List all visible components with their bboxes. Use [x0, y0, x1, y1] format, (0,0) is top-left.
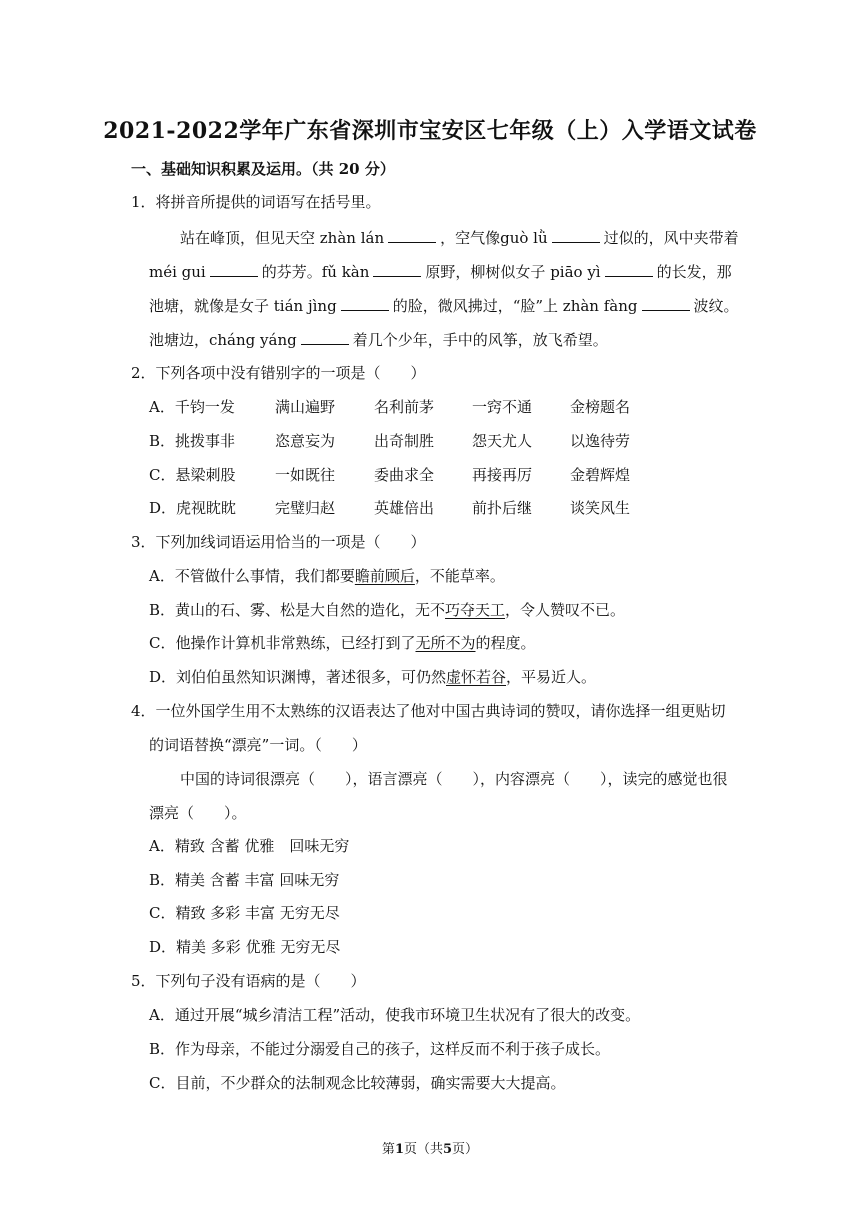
q5-option-c: C．目前，不少群众的法制观念比较薄弱，确实需要大大提高。: [149, 1074, 566, 1092]
q3-option-c: C．他操作计算机非常熟练，已经打到了无所不为的程度。: [149, 634, 536, 652]
underlined-phrase: 无所不为: [415, 634, 476, 652]
section-heading: 一、基础知识积累及运用。（共 20 分）: [131, 160, 395, 178]
q1-line-2: méi gui 的芬芳。fǔ kàn 原野，柳树似女子 piāo yì 的长发，那: [149, 263, 732, 281]
option-word: 谈笑风生: [570, 499, 631, 517]
option-word: 满山遍野: [275, 398, 336, 416]
q5-option-b: B．作为母亲，不能过分溺爱自己的孩子，这样反而不利于孩子成长。: [149, 1040, 611, 1058]
q1-line-4: 池塘边，cháng yáng 着几个少年，手中的风筝，放飞希望。: [149, 331, 608, 349]
q4-passage-2: 漂亮（ ）。: [149, 804, 247, 822]
q4-option-c: C．精致 多彩 丰富 无穷无尽: [149, 904, 340, 922]
underlined-phrase: 虚怀若谷: [446, 668, 507, 686]
option-word: 金榜题名: [570, 398, 631, 416]
q3-option-a: A．不管做什么事情，我们都要瞻前顾后，不能草率。: [149, 567, 505, 585]
q4-option-d: D．精美 多彩 优雅 无穷无尽: [149, 938, 341, 956]
underlined-phrase: 瞻前顾后: [354, 567, 415, 585]
answer-blank[interactable]: [301, 332, 349, 345]
q4-passage-1: 中国的诗词很漂亮（ ），语言漂亮（ ），内容漂亮（ ），读完的感觉也很: [180, 770, 728, 788]
q4-stem-1: 4．一位外国学生用不太熟练的汉语表达了他对中国古典诗词的赞叹，请你选择一组更贴切: [131, 702, 726, 720]
q1-stem: 1．将拼音所提供的词语写在括号里。: [131, 193, 381, 211]
option-word: 名利前茅: [374, 398, 435, 416]
q4-option-b: B．精美 含蓄 丰富 回味无穷: [149, 871, 340, 889]
answer-blank[interactable]: [388, 230, 436, 243]
q5-option-a: A．通过开展“城乡清洁工程”活动，使我市环境卫生状况有了很大的改变。: [149, 1006, 641, 1024]
answer-blank[interactable]: [210, 264, 258, 277]
option-word: 一如既往: [275, 466, 336, 484]
option-word: C．悬梁刺股: [149, 466, 236, 484]
q3-option-b: B．黄山的石、雾、松是大自然的造化，无不巧夺天工，令人赞叹不已。: [149, 601, 626, 619]
q4-stem-2: 的词语替换“漂亮”一词。（ ）: [149, 736, 367, 754]
option-word: 前扑后继: [472, 499, 533, 517]
option-word: 完璧归赵: [275, 499, 336, 517]
page-title: 2021-2022学年广东省深圳市宝安区七年级（上）入学语文试卷: [103, 118, 757, 144]
option-word: 英雄倍出: [374, 499, 435, 517]
option-word: 恣意妄为: [275, 432, 336, 450]
option-word: D．虎视眈眈: [149, 499, 237, 517]
q1-line-1: 站在峰顶，但见天空 zhàn lán ，空气像guò lǜ 过似的，风中夹带着: [180, 229, 739, 247]
answer-blank[interactable]: [605, 264, 653, 277]
option-word: 再接再厉: [472, 466, 533, 484]
underlined-phrase: 巧夺天工: [445, 601, 506, 619]
option-word: 委曲求全: [374, 466, 435, 484]
answer-blank[interactable]: [341, 298, 389, 311]
option-word: 金碧辉煌: [570, 466, 631, 484]
option-word: 怨天尤人: [472, 432, 533, 450]
option-word: A．千钧一发: [149, 398, 235, 416]
q5-stem: 5．下列句子没有语病的是（ ）: [131, 972, 366, 990]
q1-line-3: 池塘，就像是女子 tián jìng 的脸，微风拂过，“脸”上 zhàn fàng 波纹。: [149, 297, 739, 315]
option-word: B．挑拨事非: [149, 432, 236, 450]
answer-blank[interactable]: [552, 230, 600, 243]
option-word: 以逸待劳: [570, 432, 631, 450]
option-word: 出奇制胜: [374, 432, 435, 450]
q2-stem: 2．下列各项中没有错别字的一项是（ ）: [131, 364, 426, 382]
q4-option-a: A．精致 含蓄 优雅 回味无穷: [149, 837, 350, 855]
answer-blank[interactable]: [642, 298, 690, 311]
answer-blank[interactable]: [373, 264, 421, 277]
q3-stem: 3．下列加线词语运用恰当的一项是（ ）: [131, 533, 426, 551]
q3-option-d: D．刘伯伯虽然知识渊博，著述很多，可仍然虚怀若谷，平易近人。: [149, 668, 597, 686]
page-footer: 第1页（共5页）: [381, 1142, 479, 1157]
option-word: 一窍不通: [472, 398, 533, 416]
